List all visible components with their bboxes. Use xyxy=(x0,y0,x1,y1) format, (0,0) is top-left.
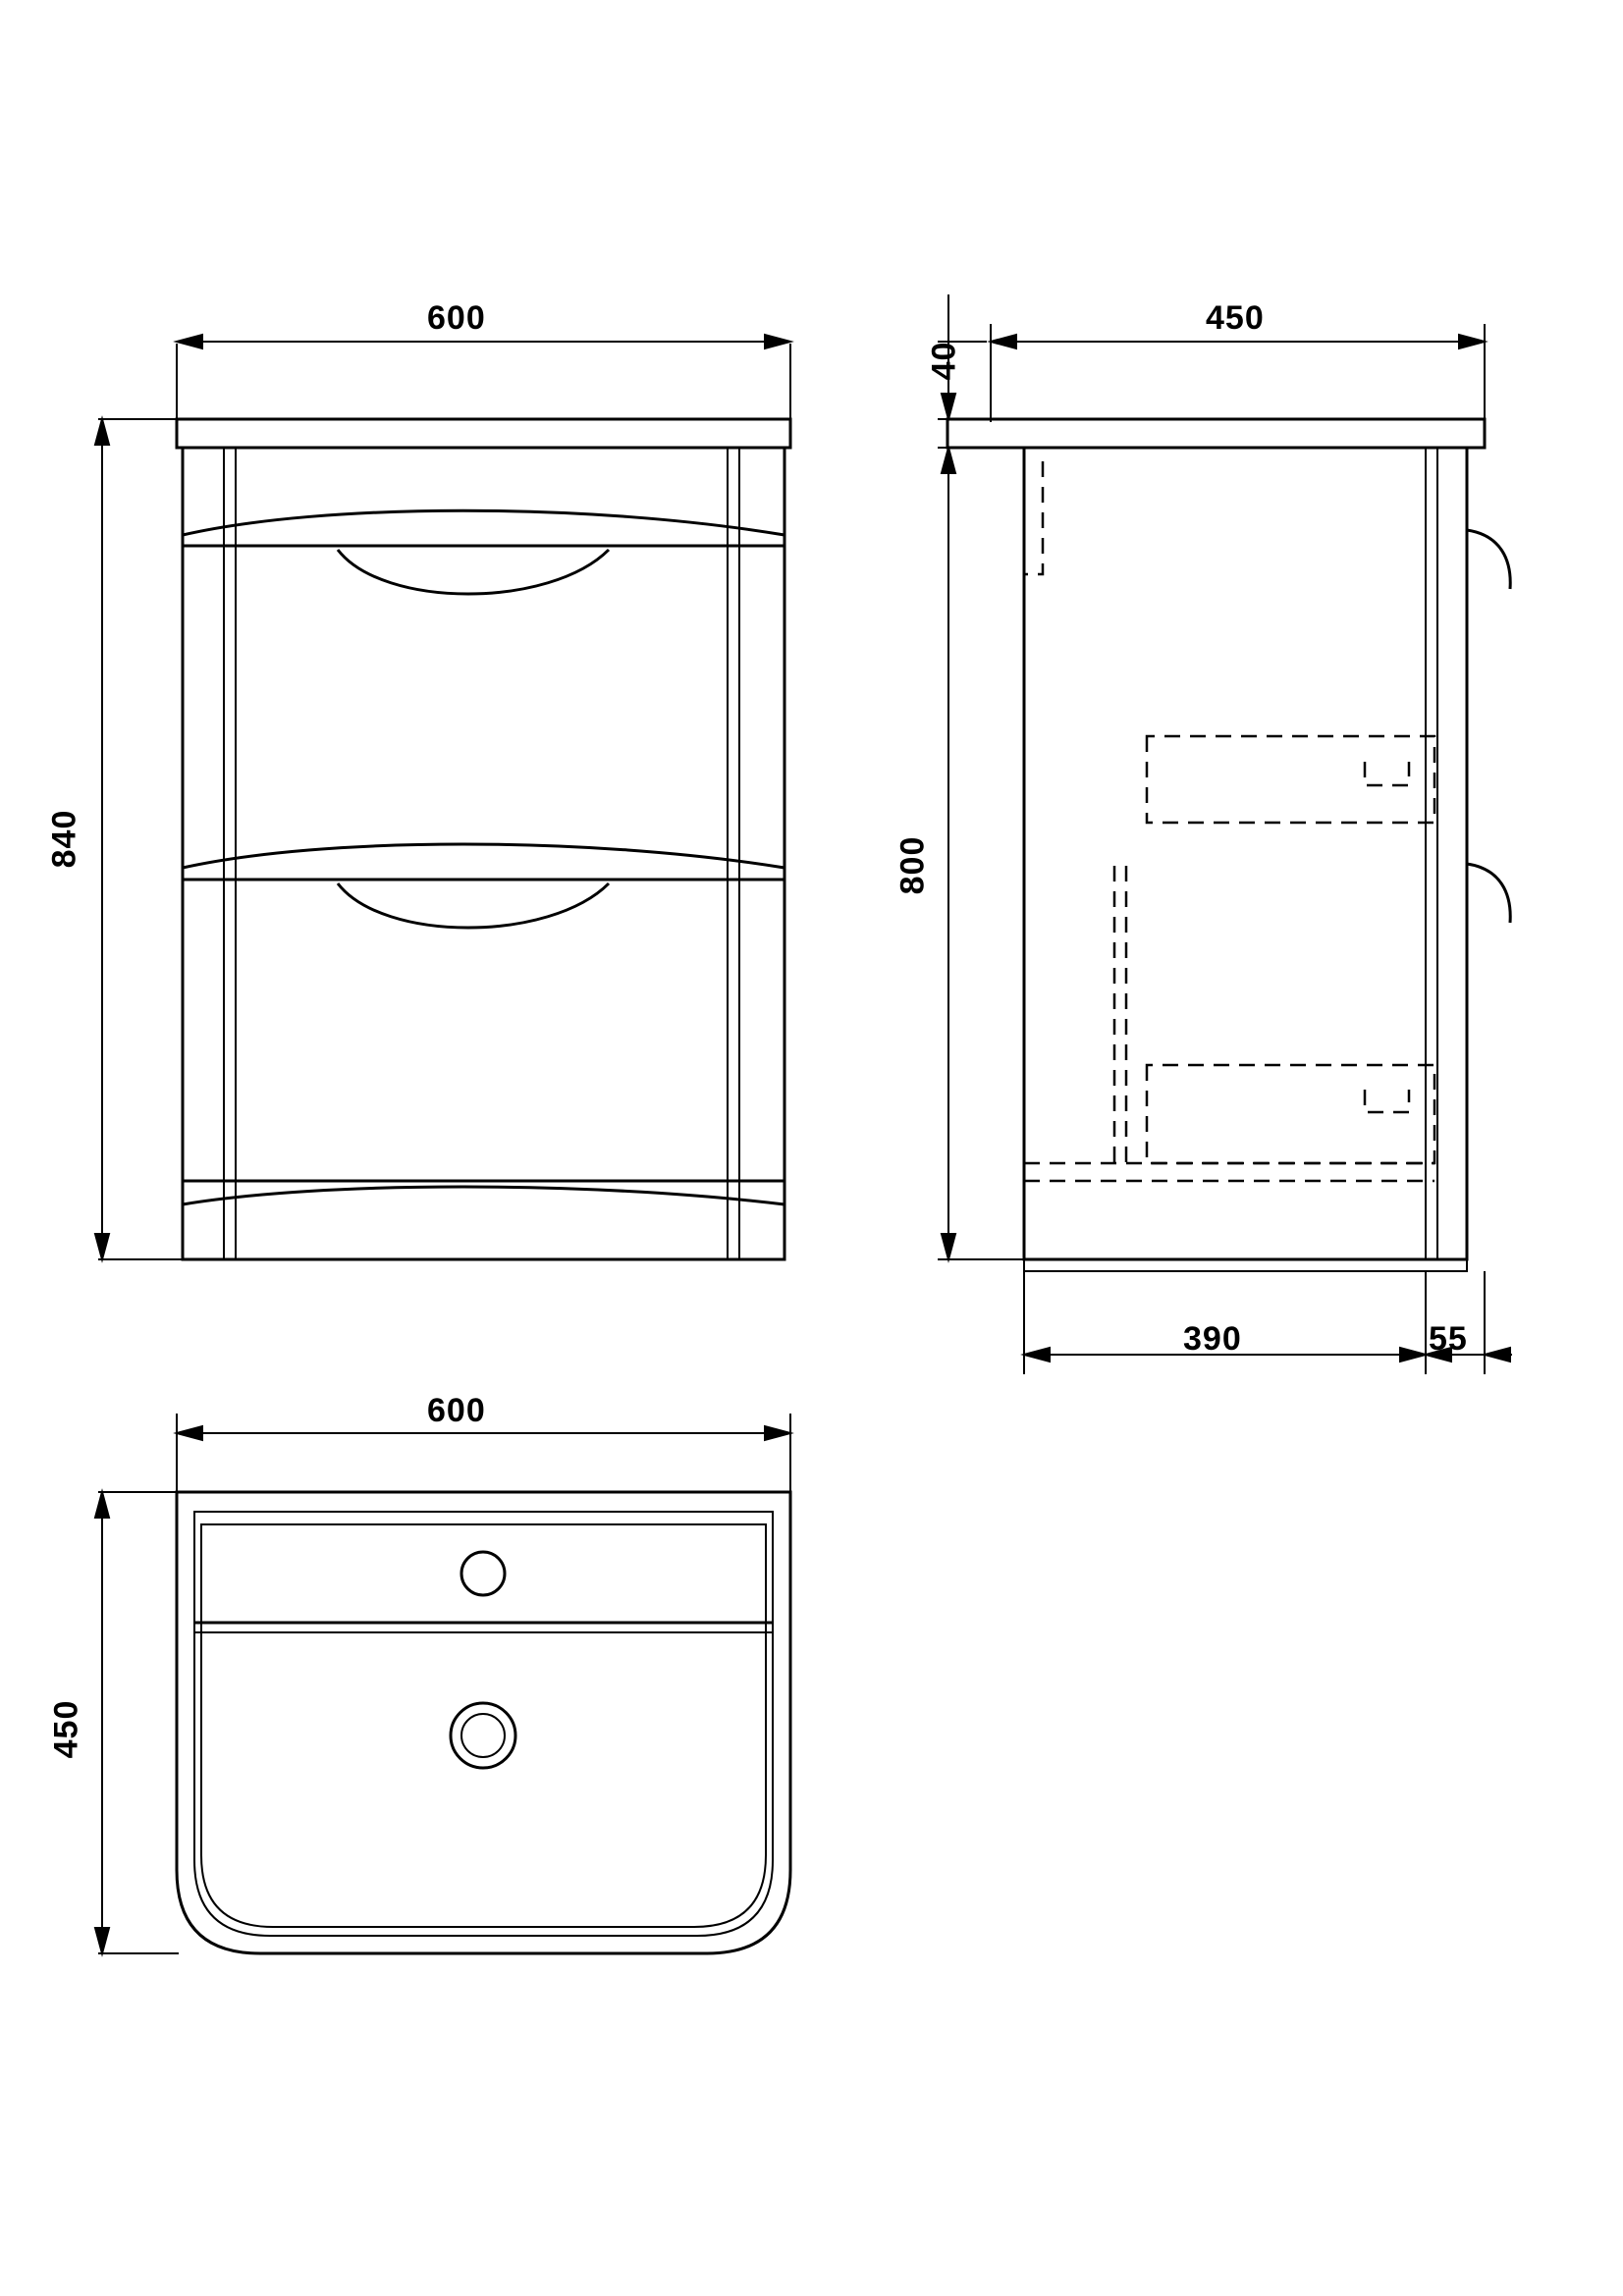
side-height-arrow-top xyxy=(942,448,955,473)
front-height-arrow-bottom xyxy=(95,1234,109,1259)
front-plinth-curve xyxy=(183,1187,784,1204)
plan-depth-arrow-bottom xyxy=(95,1928,109,1953)
side-upper-handle-arc xyxy=(1467,530,1510,589)
side-depth-dimension xyxy=(991,324,1485,422)
front-width-arrow-right xyxy=(765,335,790,348)
side-lower-handle-arc xyxy=(1467,864,1510,923)
dim-label-side-carcass-depth: 390 xyxy=(1183,1320,1242,1358)
front-width-arrow-left xyxy=(177,335,202,348)
side-hidden-top-bracket xyxy=(1024,461,1043,574)
front-countertop xyxy=(177,419,790,448)
plan-width-arrow-left xyxy=(177,1426,202,1440)
side-hidden-upper-runner xyxy=(1365,762,1409,785)
side-cabinet-outline xyxy=(1024,448,1467,1259)
side-hidden-upper-drawer xyxy=(1147,736,1434,823)
basin-bowl xyxy=(201,1524,766,1927)
side-hidden-details xyxy=(1024,461,1434,1181)
side-height-arrow-bottom xyxy=(942,1234,955,1259)
side-countertop xyxy=(947,419,1485,448)
plan-depth-dimension xyxy=(95,1492,179,1953)
dim-label-side-top-thickness: 40 xyxy=(925,341,963,381)
front-height-arrow-top xyxy=(95,419,109,445)
basin-plan-view xyxy=(95,1414,790,1953)
basin-waste-outer xyxy=(451,1703,515,1768)
dim-label-side-height: 800 xyxy=(893,835,932,895)
front-elevation-view xyxy=(95,335,790,1259)
basin-inner-edge xyxy=(194,1512,773,1936)
side-390-arrow-left xyxy=(1024,1348,1050,1362)
dim-label-front-height: 840 xyxy=(45,809,83,869)
plan-depth-arrow-top xyxy=(95,1492,109,1518)
front-width-dimension xyxy=(177,335,790,422)
dim-label-front-width: 600 xyxy=(427,299,486,337)
basin-outline xyxy=(177,1492,790,1953)
side-depth-arrow-left xyxy=(991,335,1016,348)
side-plinth-outline xyxy=(1024,1259,1467,1271)
plan-width-arrow-right xyxy=(765,1426,790,1440)
dim-label-side-overhang: 55 xyxy=(1429,1320,1468,1358)
dim-label-side-depth: 450 xyxy=(1206,299,1265,337)
basin-tap-hole xyxy=(461,1552,505,1595)
front-lower-drawer-handle xyxy=(338,883,609,928)
front-lower-drawer-top-curve xyxy=(183,844,784,868)
side-depth-arrow-right xyxy=(1459,335,1485,348)
side-top-arrow xyxy=(942,394,955,419)
side-hidden-lower-drawer xyxy=(1147,1065,1434,1163)
front-height-dimension xyxy=(95,419,183,1259)
side-height-dimension xyxy=(938,448,1024,1259)
side-55-arrow-right xyxy=(1485,1348,1510,1362)
dim-label-plan-depth: 450 xyxy=(47,1699,85,1759)
basin-waste-inner xyxy=(461,1714,505,1757)
side-hidden-lower-runner xyxy=(1365,1090,1409,1112)
dim-label-plan-width: 600 xyxy=(427,1392,486,1429)
front-upper-drawer-top-curve xyxy=(183,510,784,535)
side-elevation-view xyxy=(938,294,1512,1374)
front-upper-drawer-handle xyxy=(338,550,609,594)
